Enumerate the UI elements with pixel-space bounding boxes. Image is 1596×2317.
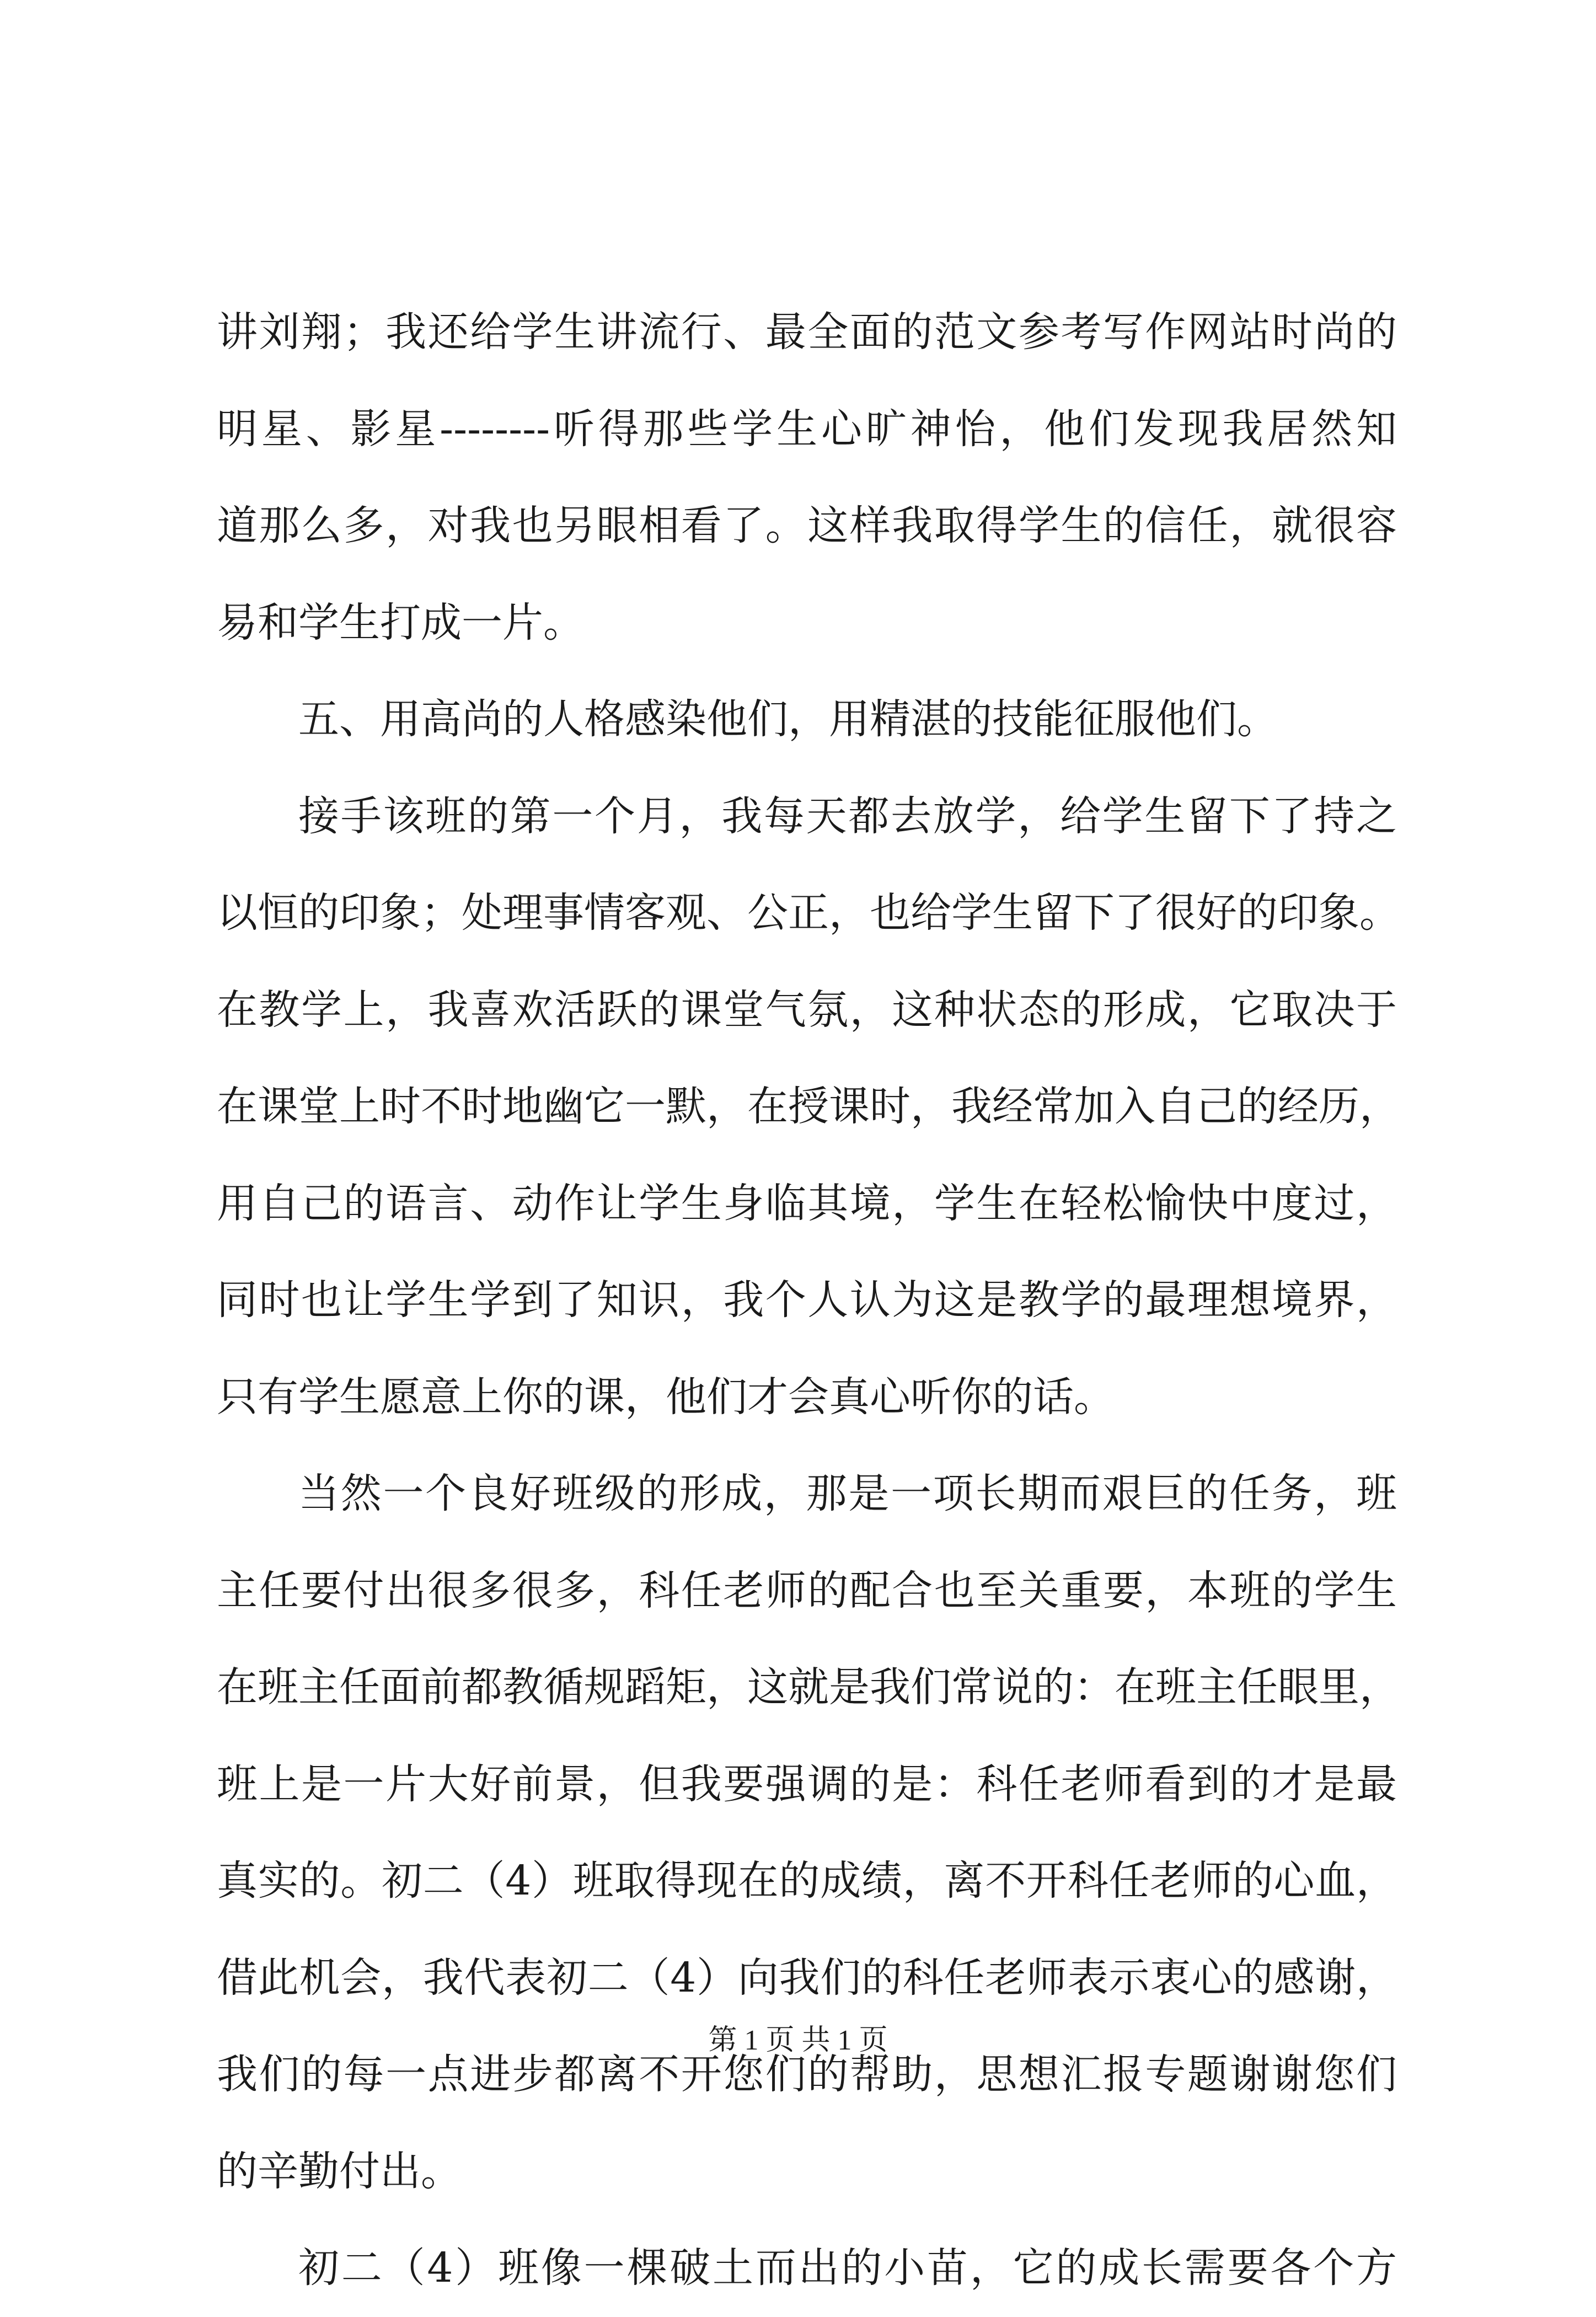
text-line: 讲刘翔；我还给学生讲流行、最全面的范文参考写作网站时尚的 bbox=[217, 308, 1397, 356]
text-line: 我们的每一点进步都离不开您们的帮助，思想汇报专题谢谢您们 bbox=[217, 2051, 1397, 2098]
text-line: 的辛勤付出。 bbox=[217, 2147, 462, 2195]
text-line: 五、用高尚的人格感染他们，用精湛的技能征服他们。 bbox=[298, 695, 1278, 743]
text-line: 在班主任面前都教循规蹈矩，这就是我们常说的：在班主任眼里， bbox=[217, 1663, 1400, 1711]
text-line: 初二（4）班像一棵破土而出的小苗，它的成长需要各个方 bbox=[298, 2244, 1397, 2292]
text-line: 只有学生愿意上你的课，他们才会真心听你的话。 bbox=[217, 1373, 1115, 1421]
text-line: 同时也让学生学到了知识，我个人认为这是教学的最理想境界， bbox=[217, 1276, 1397, 1324]
text-line: 在课堂上时不时地幽它一默，在授课时，我经常加入自己的经历， bbox=[217, 1083, 1400, 1130]
text-line: 真实的。初二（4）班取得现在的成绩，离不开科任老师的心血， bbox=[217, 1857, 1397, 1904]
text-line: 在教学上，我喜欢活跃的课堂气氛，这种状态的形成，它取决于 bbox=[217, 986, 1397, 1034]
text-line: 班上是一片大好前景，但我要强调的是：科任老师看到的才是最 bbox=[217, 1760, 1397, 1808]
text-line: 当然一个良好班级的形成，那是一项长期而艰巨的任务，班 bbox=[298, 1470, 1397, 1517]
document-body bbox=[217, 284, 1400, 2317]
text-line: 道那么多，对我也另眼相看了。这样我取得学生的信任，就很容 bbox=[217, 502, 1397, 549]
text-line: 接手该班的第一个月，我每天都去放学，给学生留下了持之 bbox=[298, 792, 1397, 840]
text-line: 易和学生打成一片。 bbox=[217, 598, 584, 646]
text-line: 以恒的印象；处理事情客观、公正，也给学生留下了很好的印象。 bbox=[217, 889, 1400, 937]
text-line: 借此机会，我代表初二（4）向我们的科任老师表示衷心的感谢， bbox=[217, 1954, 1397, 2002]
text-line: 用自己的语言、动作让学生身临其境，学生在轻松愉快中度过， bbox=[217, 1179, 1397, 1227]
text-line: 明星、影星--------听得那些学生心旷神怡，他们发现我居然知 bbox=[217, 405, 1397, 453]
page-footer: 第 1 页 共 1 页 bbox=[708, 2025, 888, 2056]
text-line: 主任要付出很多很多，科任老师的配合也至关重要，本班的学生 bbox=[217, 1566, 1397, 1614]
